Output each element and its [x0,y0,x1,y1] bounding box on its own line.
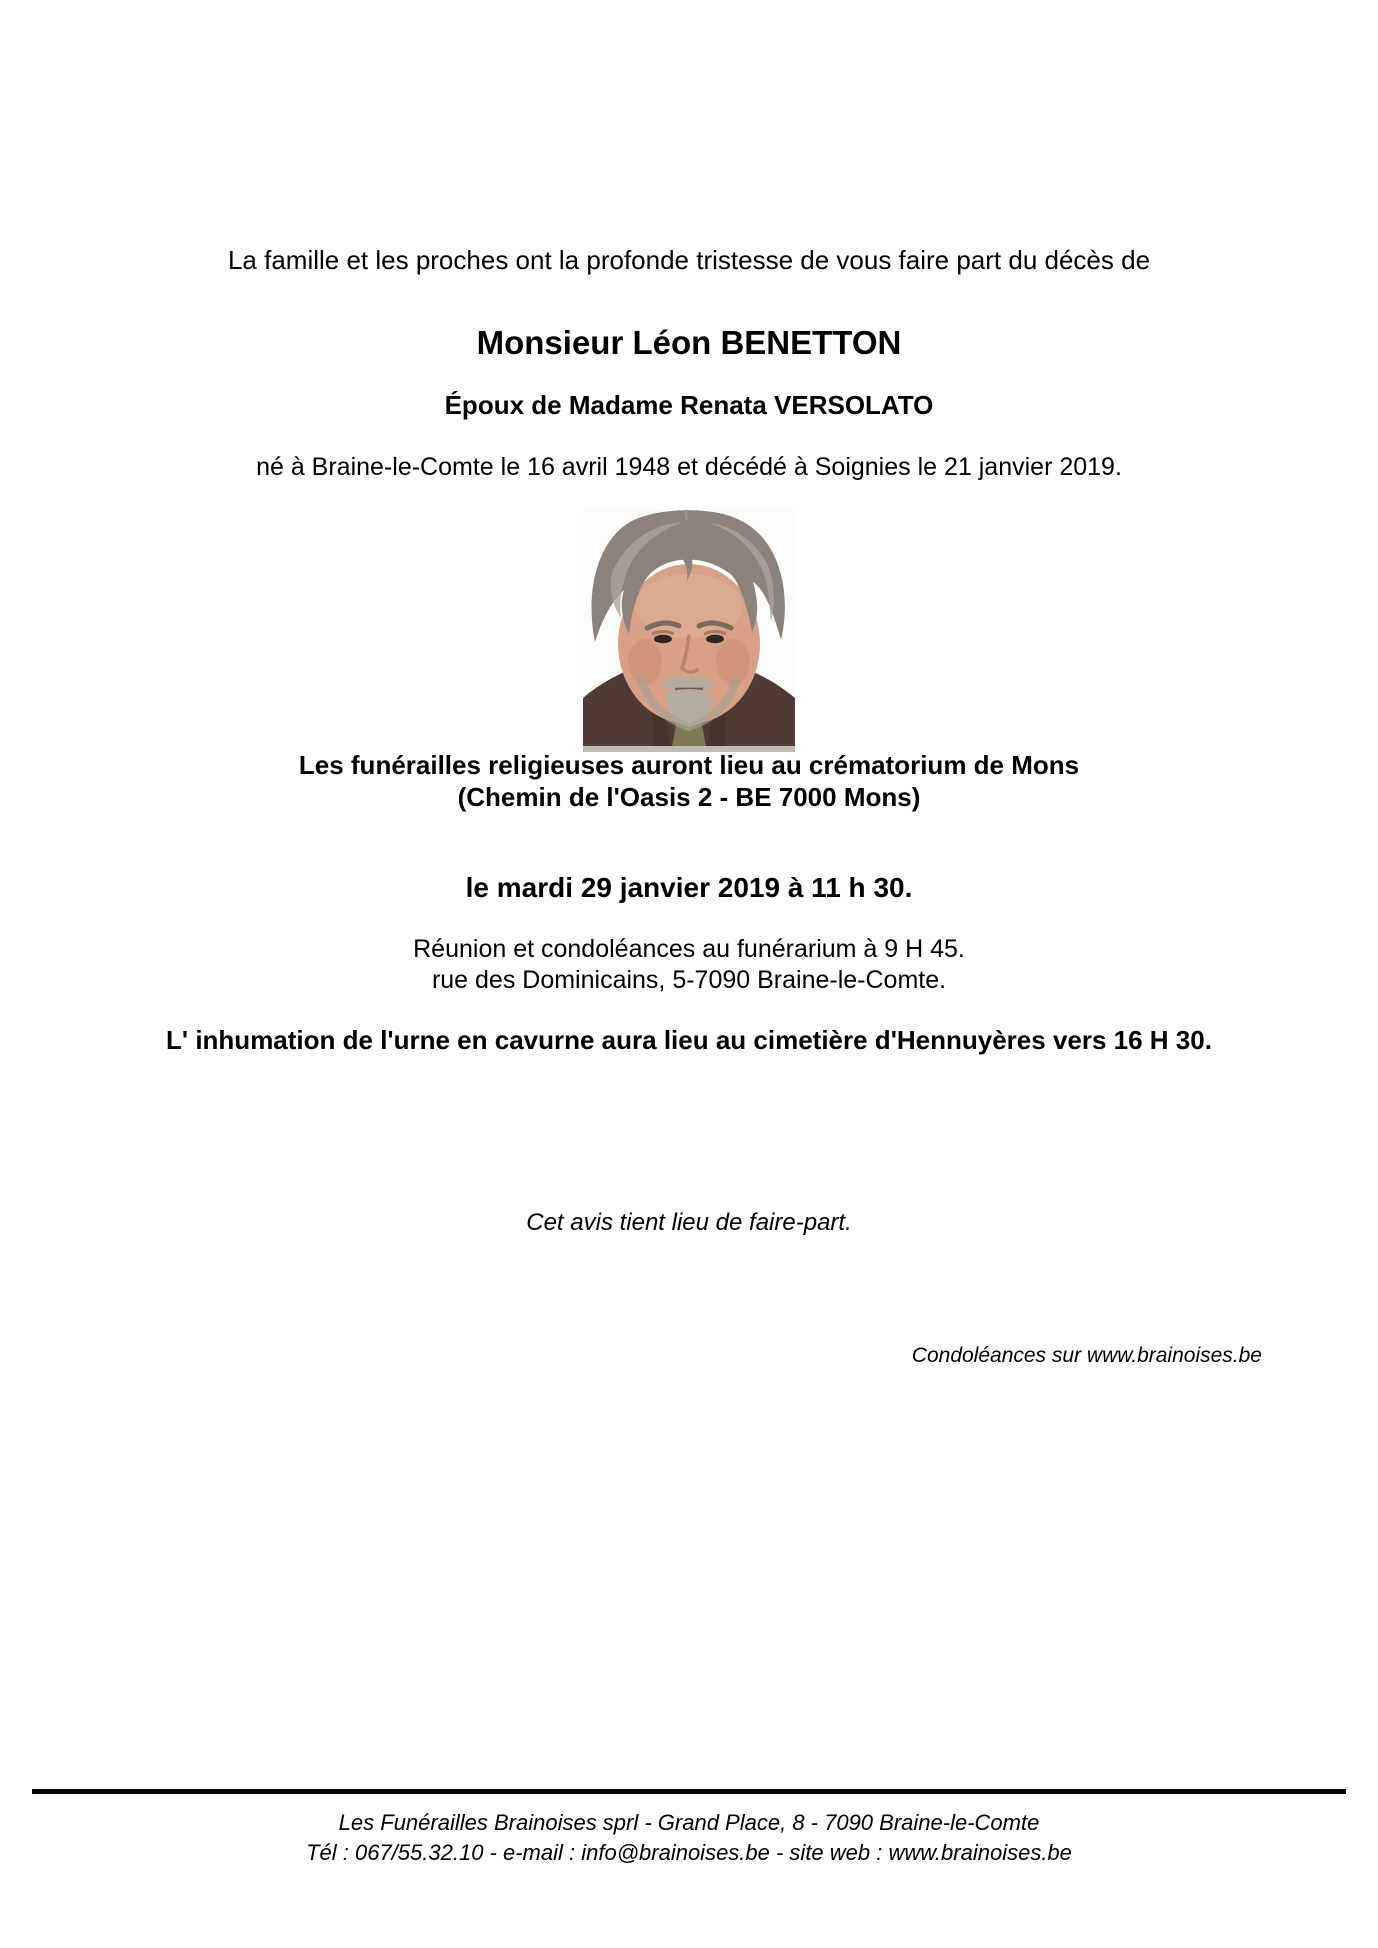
portrait-photo-graphic [583,510,795,752]
portrait-photo [583,510,795,752]
footer-divider [32,1789,1346,1794]
gathering-address-line: rue des Dominicains, 5-7090 Braine-le-Comte. [431,966,947,994]
ceremony-address-line: (Chemin de l'Oasis 2 - BE 7000 Mons) [457,782,921,812]
ceremony-location-line: Les funérailles religieuses auront lieu au crématorium de Mons [298,750,1080,780]
legal-notice-line: Cet avis tient lieu de faire-part. [526,1209,852,1236]
urn-burial-line: L' inhumation de l'urne en cavurne aura lieu au cimetière d'Hennuyères vers 16 H 30. [166,1025,1212,1055]
birth-death-line: né à Braine-le-Comte le 16 avril 1948 et décédé à Soignies le 21 janvier 2019. [256,453,1122,481]
funeral-home-name-line: Les Funérailles Brainoises sprl - Grand Place, 8 - 7090 Braine-le-Comte [338,1810,1040,1835]
deceased-name: Monsieur Léon BENETTON [476,324,902,361]
intro-line: La famille et les proches ont la profonde tristesse de vous faire part du décès de [227,245,1151,275]
condolences-website-line: Condoléances sur www.brainoises.be [911,1344,1262,1367]
spouse-line: Époux de Madame Renata VERSOLATO [444,390,934,420]
ceremony-datetime-line: le mardi 29 janvier 2019 à 11 h 30. [465,872,913,903]
funeral-home-contact-line: Tél : 067/55.32.10 - e-mail : info@brainoises.be - site web : www.brainoises.be [306,1840,1072,1865]
gathering-time-line: Réunion et condoléances au funérarium à 9 H 45. [413,935,965,963]
